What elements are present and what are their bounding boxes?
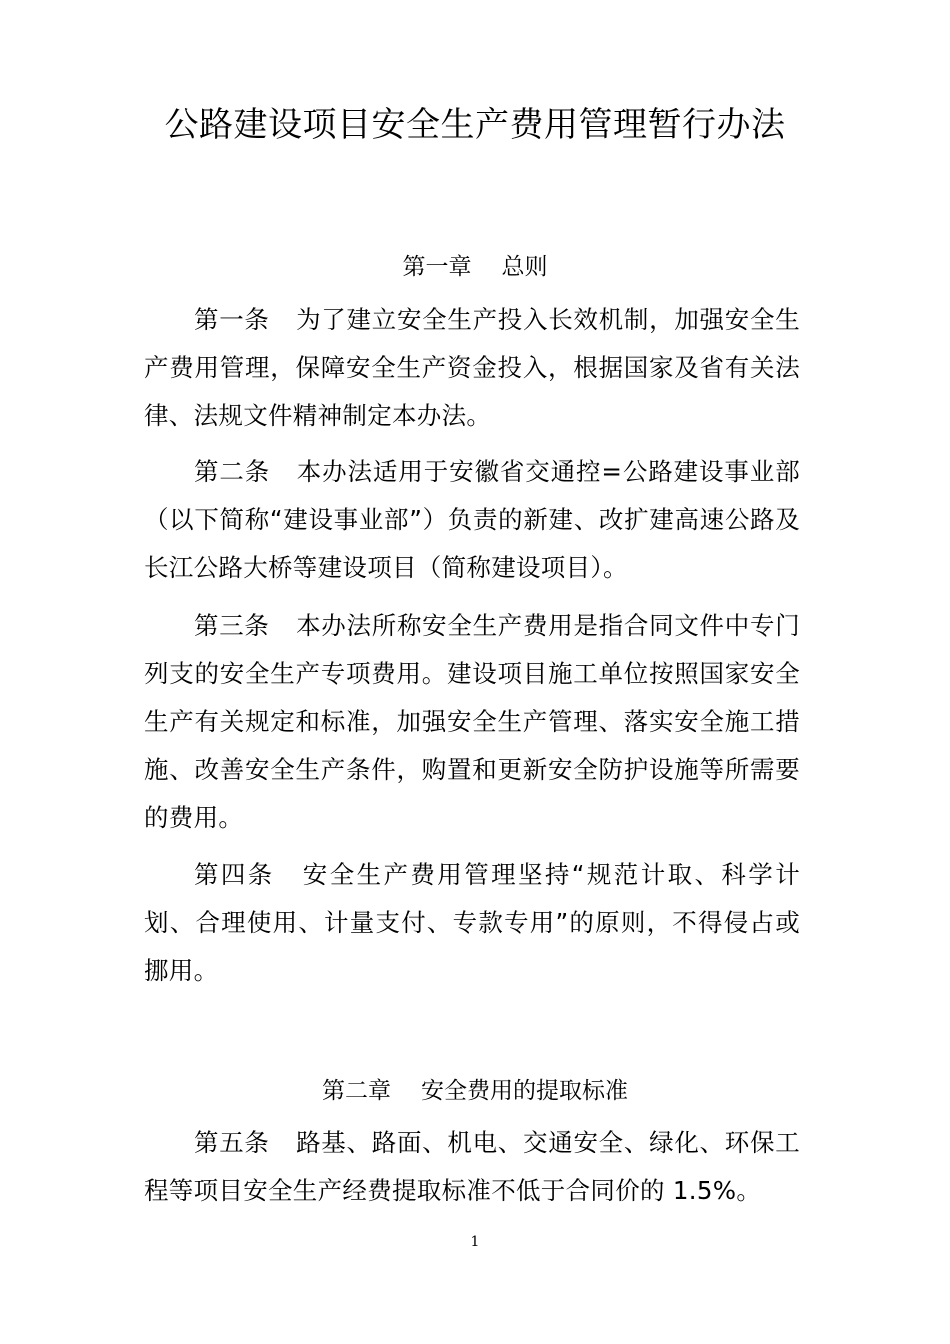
article-number: 第五条 <box>194 1128 270 1157</box>
chapter-name: 安全费用的提取标准 <box>421 1078 628 1104</box>
article-4 <box>144 851 800 995</box>
article-1 <box>144 296 800 440</box>
chapter-name: 总则 <box>501 254 548 280</box>
article-number: 第三条 <box>194 611 270 640</box>
article-text: 安全生产费用管理坚持“规范计取、科学计划、合理使用、计量支付、专款专用”的原则，不得侵占或挪用。 <box>144 860 800 985</box>
chapter-label: 第一章 <box>402 254 472 280</box>
article-number: 第二条 <box>194 457 271 486</box>
chapter-heading-1 <box>0 247 950 287</box>
article-text: 本办法所称安全生产费用是指合同文件中专门列支的安全生产专项费用。建设项目施工单位按照国家安全生产有关规定和标准，加强安全生产管理、落实安全施工措施、改善安全生产条件，购置和更新安全防护设施等所需要的费用。 <box>144 611 800 832</box>
article-text: 路基、路面、机电、交通安全、绿化、环保工程等项目安全生产经费提取标准不低于合同价的 1.5%。 <box>144 1128 800 1205</box>
article-text: 本办法适用于安徽省交通控=公路建设事业部（以下简称“建设事业部”）负责的新建、改扩建高速公路及长江公路大桥等建设项目（简称建设项目）。 <box>144 457 800 582</box>
article-number: 第四条 <box>194 860 275 889</box>
article-3 <box>144 602 800 842</box>
chapter-label: 第二章 <box>322 1078 391 1104</box>
article-5 <box>144 1119 800 1215</box>
article-text: 为了建立安全生产投入长效机制，加强安全生产费用管理，保障安全生产资金投入，根据国家及省有关法律、法规文件精神制定本办法。 <box>144 305 800 430</box>
chapter-heading-2 <box>0 1071 950 1111</box>
document-title: 公路建设项目安全生产费用管理暂行办法 <box>164 105 786 145</box>
article-number: 第一条 <box>194 305 270 334</box>
page-number: 1 <box>470 1234 480 1250</box>
article-2 <box>144 448 800 592</box>
